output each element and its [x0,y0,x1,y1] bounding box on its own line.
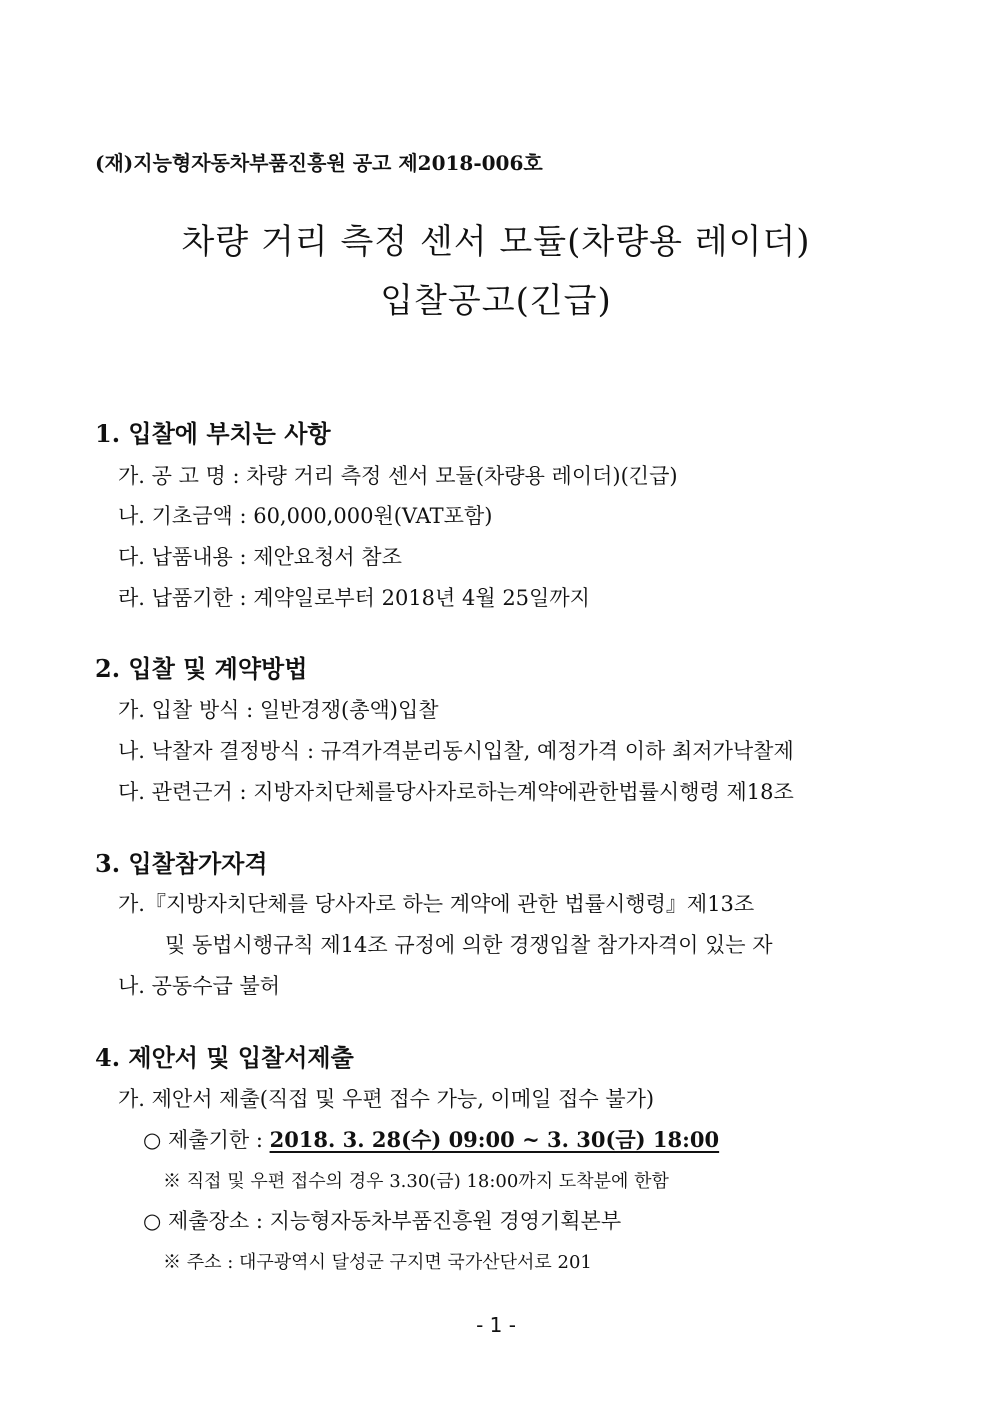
section-3-item-a-line1: 가.『지방자치단체를 당사자로 하는 계약에 관한 법률시행령』제13조 [118,892,755,916]
section-2-item-b: 나. 낙찰자 결정방식 : 규격가격분리동시입찰, 예정가격 이하 최저가낙찰제 [118,739,794,763]
section-2-item-a: 가. 입찰 방식 : 일반경쟁(총액)입찰 [118,698,439,722]
submission-address-note: ※ 주소 : 대구광역시 달성군 구지면 국가산단서로 201 [163,1252,592,1273]
section-3-item-a-line2: 및 동법시행규칙 제14조 규정에 의한 경쟁입찰 참가자격이 있는 자 [165,933,773,957]
submission-deadline-value: 2018. 3. 28(수) 09:00 ~ 3. 30(금) 18:00 [269,1127,720,1152]
document-title-line1: 차량 거리 측정 센서 모듈(차량용 레이더) [181,222,811,262]
section-4-item-a: 가. 제안서 제출(직접 및 우편 접수 가능, 이메일 접수 불가) [118,1087,655,1111]
section-3-item-b: 나. 공동수급 불허 [118,974,281,998]
section-1-item-d: 라. 납품기한 : 계약일로부터 2018년 4월 25일까지 [118,586,590,610]
notice-number: (재)지능형자동차부품진흥원 공고 제2018-006호 [95,151,543,175]
submission-place: ○ 제출장소 : 지능형자동차부품진흥원 경영기획본부 [143,1209,622,1233]
section-2-item-c: 다. 관련근거 : 지방자치단체를당사자로하는계약에관한법률시행령 제18조 [118,780,794,804]
section-1-item-a: 가. 공 고 명 : 차량 거리 측정 센서 모듈(차량용 레이더)(긴급) [118,464,678,488]
submission-deadline-label: ○ 제출기한 : [143,1128,270,1152]
document-title-line2: 입찰공고(긴급) [380,281,612,321]
section-1-heading: 1. 입찰에 부치는 사항 [95,419,331,448]
section-1-item-b: 나. 기초금액 : 60,000,000원(VAT포함) [118,504,493,528]
submission-deadline [143,1124,719,1154]
section-3-heading: 3. 입찰참가자격 [95,849,268,878]
section-4-heading: 4. 제안서 및 입찰서제출 [95,1043,354,1072]
section-2-heading: 2. 입찰 및 계약방법 [95,654,308,683]
page-number: - 1 - [476,1313,516,1337]
submission-deadline-note: ※ 직접 및 우편 접수의 경우 3.30(금) 18:00까지 도착분에 한함 [163,1171,669,1192]
section-1-item-c: 다. 납품내용 : 제안요청서 참조 [118,545,402,569]
